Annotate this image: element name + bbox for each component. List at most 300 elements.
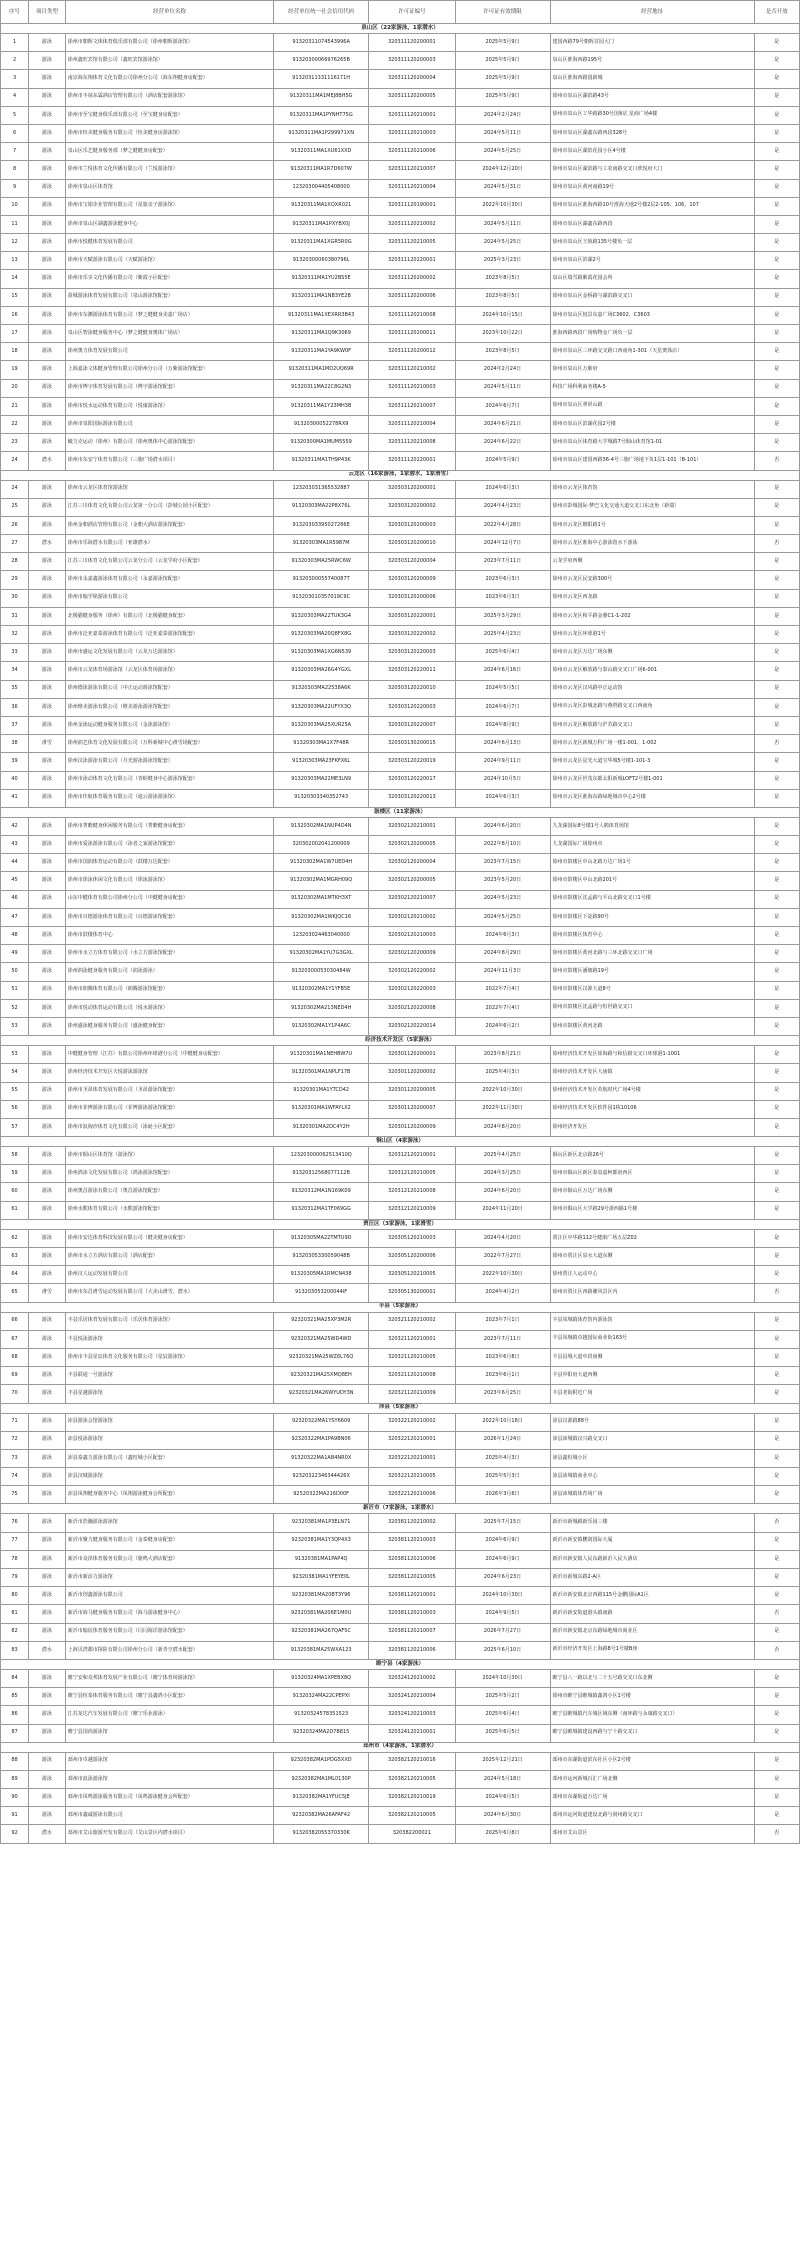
cell-type: 游泳 [29,1229,66,1247]
cell-name: 徐州鑫旺宾馆有限公司（鑫旺宾馆游泳馆） [65,52,273,70]
cell-address: 泉山区淮海西路195号 [550,52,754,70]
cell-no: 64 [1,1266,29,1284]
cell-permit: 320312120210005 [369,1165,455,1183]
cell-open: 是 [754,288,799,306]
table-row [1,817,800,835]
cell-name: 徐州水熊体育有限公司（水熊游泳馆配套） [65,1201,273,1219]
cell-name: 徐州汉泳游泳有限公司（月光游泳游泳馆配套） [65,753,273,771]
cell-type: 游泳 [29,1046,66,1064]
cell-expiry: 2024年6月7日 [455,698,550,716]
cell-open: 是 [754,1569,799,1587]
table-row [1,179,800,197]
cell-code: 91320301MA1WFAYLX2 [274,1100,369,1118]
cell-type: 游泳 [29,1348,66,1366]
cell-permit: 320301120200005 [369,1082,455,1100]
cell-open: 是 [754,753,799,771]
cell-no: 81 [1,1605,29,1623]
cell-no: 37 [1,716,29,734]
cell-address: 徐州市云龙区彭城北路与燕塔路交叉口西南角 [550,698,754,716]
cell-expiry: 2024年6月3日 [455,927,550,945]
cell-name: 徐州市朗腾体育有限公司（朗腾游泳馆配套） [65,981,273,999]
cell-permit: 320322120210002 [369,1413,455,1431]
cell-name: 丰县星越游泳馆 [65,1385,273,1403]
cell-code: 91320300052278RX9 [274,415,369,433]
cell-expiry: 2022年7月4日 [455,999,550,1017]
cell-name: 徐州市泳动体育文化有限公司（青蛙健身中心游泳馆配套） [65,771,273,789]
table-row [1,34,800,52]
cell-name: 沛县泰鑫力游泳有限公司（鑫恒城小区配套） [65,1449,273,1467]
cell-open: 是 [754,498,799,516]
cell-no: 28 [1,553,29,571]
cell-expiry: 2023年6月8日 [455,1348,550,1366]
table-row [1,1330,800,1348]
cell-expiry: 2024年5月25日 [455,143,550,161]
cell-type: 游泳 [29,1330,66,1348]
cell-address: 邳州市东湖街道万达广场 [550,1789,754,1807]
cell-type: 游泳 [29,999,66,1017]
cell-code: 123203000062513410Q [274,1147,369,1165]
cell-type: 游泳 [29,288,66,306]
table-row [1,397,800,415]
cell-open: 是 [754,1431,799,1449]
cell-code: 91320303MA25RWC6W [274,553,369,571]
cell-no: 53 [1,1017,29,1035]
table-row [1,124,800,142]
cell-expiry: 2023年7月1日 [455,1312,550,1330]
table-row [1,1706,800,1724]
cell-permit: 320381120210006 [369,1641,455,1659]
cell-expiry: 2024年5月5日 [455,680,550,698]
cell-open: 是 [754,1486,799,1504]
cell-address: 新沂市新城路新乐园三楼 [550,1514,754,1532]
cell-no: 15 [1,288,29,306]
table-row [1,1385,800,1403]
cell-open: 是 [754,1669,799,1687]
cell-name: 丰县悦泳游泳馆 [65,1330,273,1348]
cell-open: 是 [754,1385,799,1403]
cell-expiry: 2023年8月5日 [455,288,550,306]
cell-code: 91320324578351523 [274,1706,369,1724]
cell-code: 91320324MA22CPEPXI [274,1688,369,1706]
cell-expiry: 2024年9月5日 [455,1605,550,1623]
cell-no: 51 [1,981,29,999]
table-row [1,1413,800,1431]
cell-type: 游泳 [29,1312,66,1330]
cell-permit: 320312120210001 [369,1147,455,1165]
cell-expiry: 2024年10月30日 [455,1587,550,1605]
cell-type: 潜水 [29,535,66,553]
cell-no: 45 [1,872,29,890]
cell-open: 是 [754,143,799,161]
cell-address: 徐州市鼓楼区汉源大道8号 [550,981,754,999]
cell-code: 91320303395027266E [274,516,369,534]
cell-permit: 320321120210008 [369,1367,455,1385]
cell-open: 是 [754,1623,799,1641]
cell-code: 91320303MA1R5987M [274,535,369,553]
cell-open: 是 [754,1201,799,1219]
cell-no: 16 [1,306,29,324]
cell-expiry: 2024年6月2日 [455,1017,550,1035]
cell-code: 91320305MA1RMCN438 [274,1266,369,1284]
table-row [1,1514,800,1532]
cell-address: 邳州市运河街道建设北路与润州路交叉口 [550,1807,754,1825]
section-row [1,1403,800,1413]
cell-code: 91320303MA22538A6K [274,680,369,698]
section-title: 新沂市（7家游泳，1家潜水） [1,1504,800,1514]
cell-expiry: 2024年10月5日 [455,771,550,789]
cell-address: 徐州市云龙区体育馆 [550,480,754,498]
cell-name: 徐州德泳游泳有限公司（中正运动游泳馆配套） [65,680,273,698]
cell-expiry: 2022年10月30日 [455,197,550,215]
cell-permit: 320321120210002 [369,1312,455,1330]
cell-no: 26 [1,516,29,534]
cell-expiry: 2023年6月3日 [455,589,550,607]
cell-address: 徐州市鼓楼区沈孟路与平山北路交叉口1号楼 [550,890,754,908]
cell-type: 游泳 [29,306,66,324]
cell-expiry: 2024年6月20日 [455,1183,550,1201]
cell-name: 丰县乐居体育发展有限公司（乐居体育游泳馆） [65,1312,273,1330]
cell-type: 游泳 [29,908,66,926]
cell-expiry: 2025年6月8日 [455,1825,550,1843]
cell-no: 86 [1,1706,29,1724]
cell-no: 42 [1,817,29,835]
cell-type: 游泳 [29,498,66,516]
table-row [1,753,800,771]
cell-name: 徐州市泉阳国际游泳有限公司 [65,415,273,433]
cell-code: 91320311MA1PXYBX0J [274,215,369,233]
cell-expiry: 2024年11月20日 [455,1201,550,1219]
cell-expiry: 2024年9月11日 [455,753,550,771]
cell-type: 游泳 [29,361,66,379]
cell-type: 游泳 [29,1118,66,1136]
cell-name: 新沂市翰宸体育服务有限公司（闫闫海洋游泳馆配套） [65,1623,273,1641]
cell-address: 徐州市泉山区悦景东嘉广场C3602、C3603 [550,306,754,324]
cell-name: 徐州金泳运动健身服务有限公司（金泳游泳馆） [65,716,273,734]
cell-code: 91320302MA1Y1P4A6C [274,1017,369,1035]
table-row [1,143,800,161]
cell-address: 徐州市泉山区滨湖2号 [550,252,754,270]
cell-no: 10 [1,197,29,215]
cell-permit: 320324120210001 [369,1724,455,1742]
cell-address: 徐州贾汪人运动中心 [550,1266,754,1284]
cell-type: 游泳 [29,1605,66,1623]
cell-address: 丰县凤城镇体育馆内游泳馆 [550,1312,754,1330]
cell-no: 29 [1,571,29,589]
cell-name: 邳州市鑫诚游泳有限公司 [65,1807,273,1825]
cell-code: 91320303MA26G4YGXL [274,662,369,680]
cell-no: 6 [1,124,29,142]
cell-no: 30 [1,589,29,607]
cell-open: 是 [754,1724,799,1742]
cell-no: 13 [1,252,29,270]
header-address: 经营地址 [550,1,754,24]
table-row [1,716,800,734]
cell-address: 徐州市云龙区万达广场东侧 [550,644,754,662]
cell-address: 徐州市彭城国际·梦巴文化交通大道交叉口东北角（新瑞） [550,498,754,516]
cell-code: 92320382MA1ML0130P [274,1770,369,1788]
table-row [1,1789,800,1807]
cell-expiry: 2024年4月23日 [455,498,550,516]
cell-permit: 320303120220003 [369,644,455,662]
cell-type: 游泳 [29,1623,66,1641]
header-open: 是否开放 [754,1,799,24]
cell-open: 是 [754,817,799,835]
cell-type: 游泳 [29,1266,66,1284]
cell-permit: 320302120210003 [369,927,455,945]
cell-type: 滑雪 [29,735,66,753]
cell-name: 徐州市菁瞻健身休闲服务有限公司（菁瞻健身房配套） [65,817,273,835]
cell-no: 89 [1,1770,29,1788]
cell-type: 游泳 [29,397,66,415]
table-row [1,234,800,252]
cell-code: 92320322MA1YSY6609 [274,1413,369,1431]
cell-permit: 320311120210008 [369,434,455,452]
cell-permit: 320311120210004 [369,179,455,197]
cell-expiry: 2026年1月24日 [455,1431,550,1449]
cell-type: 游泳 [29,1449,66,1467]
cell-type: 游泳 [29,70,66,88]
cell-type: 游泳 [29,34,66,52]
cell-address: 新沂市新安街道港头镇南路 [550,1605,754,1623]
cell-expiry: 2024年10月30日 [455,1669,550,1687]
cell-code: 92320381MA20BT3Y96 [274,1587,369,1605]
cell-permit: 320324120210002 [369,1669,455,1687]
cell-type: 游泳 [29,1385,66,1403]
cell-no: 11 [1,215,29,233]
cell-permit: 320302120200004 [369,854,455,872]
cell-name: 中健健身管理（江苏）有限公司徐州环球港分公司（中健健身房配套） [65,1046,273,1064]
cell-expiry: 2024年11月3日 [455,963,550,981]
table-row [1,626,800,644]
cell-permit: 320311120210002 [369,215,455,233]
cell-expiry: 2024年5月23日 [455,890,550,908]
cell-no: 68 [1,1348,29,1366]
cell-expiry: 2024年6月3日 [455,480,550,498]
cell-name: 徐州市恒美健身服务有限公司（恒美健身房游泳馆） [65,124,273,142]
cell-no: 27 [1,535,29,553]
table-row [1,1229,800,1247]
cell-address: 云龙学府西侧 [550,553,754,571]
cell-code: 91320303MA1XG6N539 [274,644,369,662]
cell-type: 游泳 [29,516,66,534]
cell-expiry: 2024年6月16日 [455,662,550,680]
cell-permit: 320303120200006 [369,589,455,607]
cell-open: 是 [754,1367,799,1385]
cell-expiry: 2025年5月2日 [455,1688,550,1706]
cell-name: 徐州市悦动体育运动有限公司（悦水游泳馆） [65,999,273,1017]
cell-type: 游泳 [29,817,66,835]
cell-no: 43 [1,836,29,854]
cell-no: 69 [1,1367,29,1385]
cell-type: 潜水 [29,1825,66,1843]
cell-no: 24 [1,480,29,498]
cell-open: 是 [754,1312,799,1330]
cell-type: 游泳 [29,179,66,197]
table-row [1,1449,800,1467]
cell-name: 泉山区智泳健身服务中心（梦之健健身奥体广场店） [65,325,273,343]
table-row [1,908,800,926]
cell-code: 91320303MA22ME3LN9 [274,771,369,789]
cell-code: 91320302MA1W7UED4H [274,854,369,872]
cell-expiry: 2025年6月5日 [455,1724,550,1742]
cell-code: 91320303MA23FKFX6L [274,753,369,771]
cell-type: 游泳 [29,197,66,215]
cell-no: 61 [1,1201,29,1219]
cell-name: 新沂市创鑫游泳有限公司 [65,1587,273,1605]
cell-address: 徐州市鼓楼区沈孟路与恒世路交叉口 [550,999,754,1017]
cell-code: 91320311MA1XQXR021 [274,197,369,215]
cell-permit: 320311120200011 [369,325,455,343]
cell-expiry: 2023年10月22日 [455,325,550,343]
cell-address: 徐州市睢宁县睢城镇鑫鸿小区1号楼 [550,1688,754,1706]
cell-open: 是 [754,981,799,999]
cell-permit: 320305120210003 [369,1229,455,1247]
cell-name: 徐州市博宇体育发展有限公司（博宇游泳馆配套） [65,379,273,397]
cell-expiry: 2023年6月1日 [455,1367,550,1385]
cell-name: 徐州市丰县星辰体育文化服务有限公司（星辰游泳馆） [65,1348,273,1366]
table-row [1,1266,800,1284]
cell-code: 91320303340352743 [274,789,369,807]
cell-type: 游泳 [29,854,66,872]
cell-expiry: 2022年10月30日 [455,1266,550,1284]
cell-expiry: 2024年6月21日 [455,415,550,433]
cell-no: 20 [1,379,29,397]
cell-type: 游泳 [29,270,66,288]
cell-open: 否 [754,452,799,470]
cell-code: 91320382055370330K [274,1825,369,1843]
cell-no: 88 [1,1752,29,1770]
cell-name: 新沂市众泽体育服务有限公司（鹿鸣大酒店配套） [65,1550,273,1568]
cell-open: 是 [754,252,799,270]
cell-name: 徐州市安达体育科技发展有限公司（健美健身房配套） [65,1229,273,1247]
cell-address: 徐州市云龙区西龙路 [550,589,754,607]
cell-type: 游泳 [29,124,66,142]
cell-permit: 320303120200002 [369,498,455,516]
cell-expiry: 2024年6月20日 [455,817,550,835]
cell-no: 39 [1,753,29,771]
cell-permit: 320382120210005 [369,1807,455,1825]
cell-open: 是 [754,34,799,52]
cell-address: 徐州市铜山区大学路29号浙西路1号楼 [550,1201,754,1219]
cell-no: 40 [1,771,29,789]
cell-name: 徐州市鼓楼体育中心 [65,927,273,945]
cell-expiry: 2025年3月23日 [455,252,550,270]
cell-type: 游泳 [29,1017,66,1035]
section-title: 贾汪区（3家游泳，1家滑雪） [1,1219,800,1229]
table-row [1,1807,800,1825]
cell-expiry: 2024年6月9日 [455,1532,550,1550]
cell-type: 游泳 [29,644,66,662]
cell-code: 92320321MA26WYUDY3N [274,1385,369,1403]
cell-address: 徐州市泉山区金桥路与湖滨路交叉口 [550,288,754,306]
section-row [1,1659,800,1669]
cell-type: 游泳 [29,234,66,252]
table-row [1,927,800,945]
table-row [1,890,800,908]
cell-address: 徐州市泉山区湖滨路与工农南路交叉口欣悦府大门 [550,161,754,179]
cell-no: 83 [1,1641,29,1659]
cell-name: 徐州市圣昂体育发展有限公司（圣昂游泳馆配套） [65,1082,273,1100]
cell-type: 游泳 [29,1669,66,1687]
cell-code: 91320311MA1YA9KW0F [274,343,369,361]
table-row [1,607,800,625]
cell-code: 91320302MA1NUP4D4N [274,817,369,835]
cell-expiry: 2024年5月11日 [455,215,550,233]
table-row [1,1017,800,1035]
cell-code: 91320305330059048B [274,1248,369,1266]
cell-code: 91320300053030484W [274,963,369,981]
table-row [1,836,800,854]
cell-code: 91320302MA1MTKH3XT [274,890,369,908]
cell-open: 是 [754,1266,799,1284]
cell-no: 90 [1,1789,29,1807]
cell-address: 贾汪区中华路112号健康广场五层Z02 [550,1229,754,1247]
cell-address: 泉山区瑞雪路紫霞花园会所 [550,270,754,288]
cell-permit: 320302120220008 [369,999,455,1017]
cell-no: 55 [1,1082,29,1100]
cell-type: 游泳 [29,1201,66,1219]
section-row [1,470,800,480]
cell-type: 游泳 [29,1789,66,1807]
cell-open: 是 [754,999,799,1017]
cell-address: 沛县汉源路88号 [550,1413,754,1431]
table-row [1,343,800,361]
cell-address: 徐州市泉山区三环路交叉路口西南角1-301（天星奥体店） [550,343,754,361]
table-row [1,1201,800,1219]
cell-address: 科技广场科利商务楼A-5 [550,379,754,397]
table-row [1,1118,800,1136]
cell-permit: 320311120200003 [369,52,455,70]
cell-permit: 320322120210001 [369,1431,455,1449]
cell-type: 游泳 [29,1183,66,1201]
cell-type: 游泳 [29,1514,66,1532]
cell-expiry: 2024年6月7日 [455,397,550,415]
table-row [1,434,800,452]
cell-type: 游泳 [29,252,66,270]
cell-permit: 320311120220001 [369,452,455,470]
cell-address: 徐州经济技术开发区软件园1栋10106 [550,1100,754,1118]
cell-code: 123203024463040000 [274,927,369,945]
cell-address: 邳州市艾山景区 [550,1825,754,1843]
cell-code: 123203004405408000 [274,179,369,197]
cell-permit: 320303120220001 [369,607,455,625]
cell-permit: 320303120220017 [369,771,455,789]
cell-code: 91320301MA2DC4Y2H [274,1118,369,1136]
cell-name: 徐州市泉山区湖鑫游泳健身中心 [65,215,273,233]
cell-no: 32 [1,626,29,644]
cell-expiry: 2024年3月25日 [455,1165,550,1183]
cell-permit: 320312120210008 [369,1183,455,1201]
section-row [1,1137,800,1147]
cell-open: 是 [754,789,799,807]
cell-permit: 320302120220014 [369,1017,455,1035]
cell-code: 91320381MA25WXA123 [274,1641,369,1659]
cell-open: 是 [754,1100,799,1118]
table-row [1,662,800,680]
table-row [1,789,800,807]
cell-open: 是 [754,1064,799,1082]
cell-open: 是 [754,270,799,288]
cell-address: 徐州市云龙区朝阳路1号 [550,516,754,534]
cell-address: 徐州市泉山区淮海西路10号淮海天地2号楼2层2-105、106、107 [550,197,754,215]
cell-open: 是 [754,1789,799,1807]
cell-permit: 320311120200006 [369,288,455,306]
section-title: 鼓楼区（11家游泳） [1,807,800,817]
cell-open: 是 [754,698,799,716]
cell-permit: 320382120210016 [369,1752,455,1770]
cell-type: 游泳 [29,1770,66,1788]
cell-permit: 320305120200006 [369,1248,455,1266]
